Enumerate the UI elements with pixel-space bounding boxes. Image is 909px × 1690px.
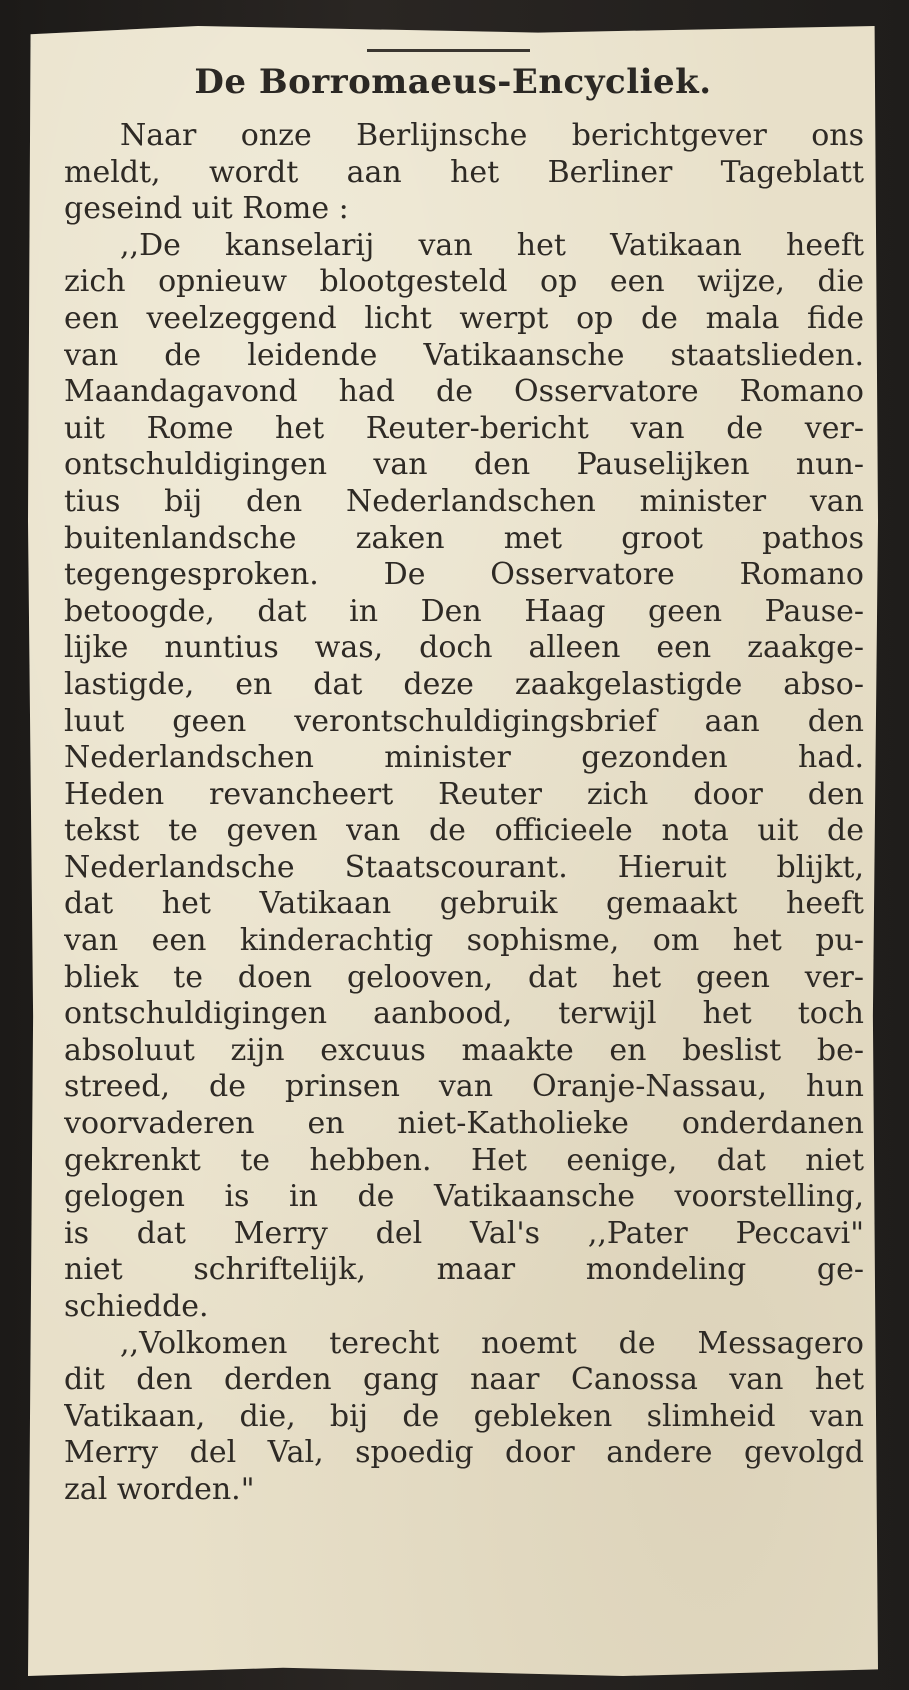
- article-line: uit Rome het Reuter-bericht van de ver-: [64, 410, 864, 446]
- article-line: absoluut zijn excuus maakte en beslist be-: [64, 1032, 864, 1068]
- article-line: ,,Volkomen terecht noemt de Messagero: [120, 1325, 864, 1361]
- article-line: bliek te doen gelooven, dat het geen ver-: [64, 959, 864, 995]
- article-line: luut geen verontschuldigingsbrief aan den: [64, 703, 864, 739]
- article-headline: De Borromaeus-Encycliek.: [194, 62, 712, 102]
- article-line: is dat Merry del Val's ,,Pater Peccavi": [64, 1215, 864, 1251]
- article-line: Vatikaan, die, bij de gebleken slimheid van: [64, 1398, 864, 1434]
- article-line: gekrenkt te hebben. Het eenige, dat niet: [64, 1142, 864, 1178]
- article-line: zal worden.": [64, 1471, 255, 1507]
- article-line: dat het Vatikaan gebruik gemaakt heeft: [64, 886, 864, 922]
- headline-rule: [367, 49, 530, 52]
- article-line: betoogde, dat in Den Haag geen Pause-: [64, 593, 864, 629]
- article-line: dit den derden gang naar Canossa van het: [64, 1362, 864, 1398]
- article-line: tekst te geven van de officieele nota uit de: [64, 813, 864, 849]
- article-line: buitenlandsche zaken met groot pathos: [64, 520, 864, 556]
- article-line: ontschuldigingen van den Pauselijken nun-: [64, 447, 864, 483]
- article-line: voorvaderen en niet-Katholieke onderdanen: [64, 1106, 864, 1142]
- article-line: een veelzeggend licht werpt op de mala fide: [64, 300, 864, 336]
- article-line: lijke nuntius was, doch alleen een zaakge-: [64, 630, 864, 666]
- article-line: Nederlandschen minister gezonden had.: [64, 740, 864, 776]
- article-line: geseind uit Rome :: [64, 191, 349, 227]
- article-line: Merry del Val, spoedig door andere gevolgd: [64, 1435, 864, 1471]
- article-line: meldt, wordt aan het Berliner Tageblatt: [64, 154, 864, 190]
- article-line: van een kinderachtig sophisme, om het pu-: [64, 923, 864, 959]
- article-line: gelogen is in de Vatikaansche voorstelling,: [64, 1179, 864, 1215]
- article-line: ,,De kanselarij van het Vatikaan heeft: [120, 227, 864, 263]
- article-line: Maandagavond had de Osservatore Romano: [64, 374, 864, 410]
- article-line: lastigde, en dat deze zaakgelastigde abso-: [64, 666, 864, 702]
- article-line: ontschuldigingen aanbood, terwijl het toch: [64, 996, 864, 1032]
- article-line: schiedde.: [64, 1289, 209, 1324]
- article-body: [64, 118, 864, 1509]
- article-line: Naar onze Berlijnsche berichtgever ons: [120, 118, 864, 153]
- article-line: Heden revancheert Reuter zich door den: [64, 776, 864, 812]
- article-line: streed, de prinsen van Oranje-Nassau, hun: [64, 1069, 864, 1105]
- article-line: niet schriftelijk, maar mondeling ge-: [64, 1252, 864, 1288]
- article-line: tius bij den Nederlandschen minister van: [64, 483, 864, 519]
- article-line: van de leidende Vatikaansche staatslieden.: [64, 337, 864, 373]
- article-line: zich opnieuw blootgesteld op een wijze, die: [64, 264, 864, 300]
- article-line: Nederlandsche Staatscourant. Hieruit blijkt,: [64, 849, 864, 885]
- article-line: tegengesproken. De Osservatore Romano: [64, 557, 864, 593]
